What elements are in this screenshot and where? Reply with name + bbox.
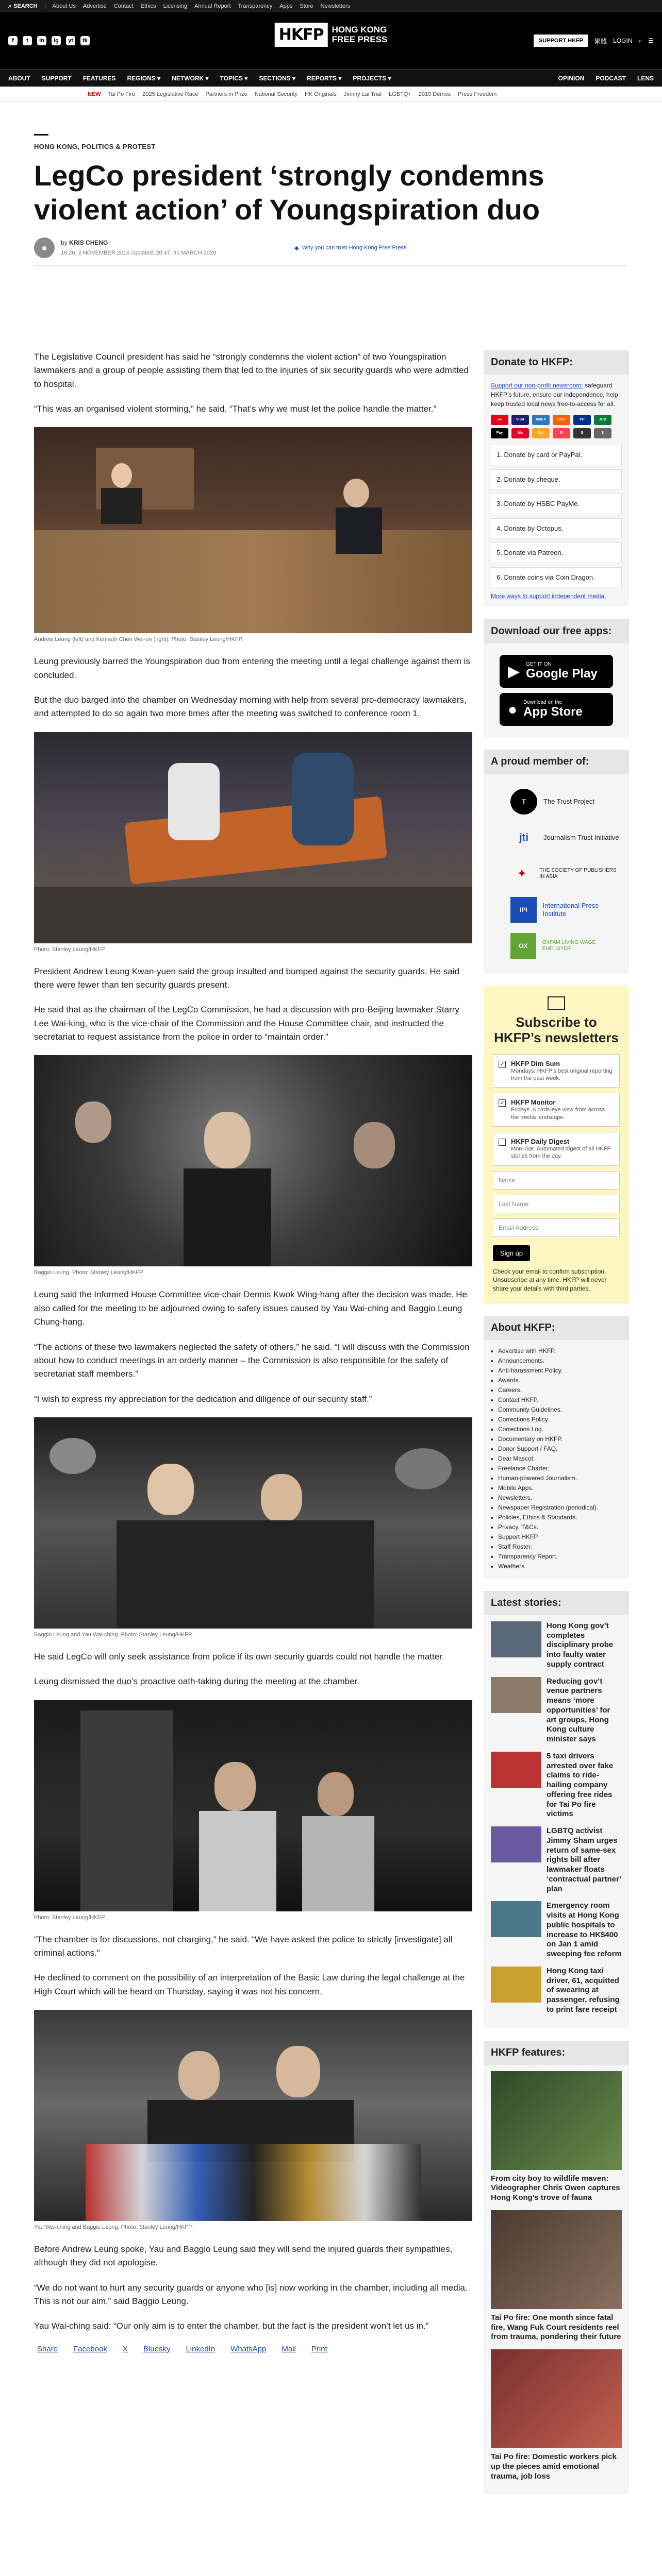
about-link[interactable]: • Careers. <box>498 1385 622 1395</box>
trust-project-icon: T <box>510 789 537 815</box>
donate-option-payme[interactable]: 3. Donate by HSBC PayMe. <box>491 494 622 514</box>
about-link[interactable]: • Transparency Report. <box>498 1552 622 1561</box>
story-thumbnail <box>491 1752 541 1788</box>
donate-option-cheque[interactable]: 2. Donate by cheque. <box>491 469 622 490</box>
paragraph: “I wish to express my appreciation for the dedication and diligence of our security staff.” <box>34 1394 372 1404</box>
about-link[interactable]: • Freelance Charter. <box>498 1464 622 1473</box>
app-store-button[interactable]: ● Download on the App Store <box>500 693 613 726</box>
header-actions <box>534 35 654 47</box>
topbar-link-ethics[interactable]: Ethics <box>140 3 156 9</box>
apps-widget <box>484 619 629 737</box>
latest-story[interactable]: Reducing gov’t venue partners means ‘more opportunities’ for art groups, Hong Kong culture minister says <box>491 1677 622 1744</box>
google-play-icon: ▶ <box>508 663 520 680</box>
category-bar <box>34 134 48 135</box>
figure <box>34 427 472 642</box>
trending-link[interactable]: HK Originals <box>304 91 337 97</box>
feature-story[interactable]: From city boy to wildlife maven: Videographer Chris Owen captures Hong Kong’s trove of fauna <box>491 2071 622 2203</box>
utility-bar <box>0 0 662 12</box>
donate-widget <box>484 350 629 607</box>
share-linkedin[interactable]: LinkedIn <box>186 2344 216 2353</box>
sopa-icon: ✦ <box>517 868 526 879</box>
newsletter-widget <box>484 986 629 1303</box>
amex-icon: AMEX <box>532 415 550 425</box>
topbar-link-licensing[interactable]: Licensing <box>163 3 188 9</box>
latest-story[interactable]: LGBTQ activist Jimmy Sham urges return of same-sex rights bill after lawmaker floats ‘contractual partner’ plan <box>491 1826 622 1894</box>
paragraph: But the duo barged into the chamber on Wednesday morning with help from several pro-democracy lawmakers, and attempted to do so again two more times after the meeting was switched to conference room 1. <box>34 695 467 719</box>
nav-projects[interactable]: PROJECTS ▾ <box>353 74 391 82</box>
user-icon: ● <box>41 242 47 253</box>
paragraph: Leung dismissed the duo’s proactive oath-taking during the meeting at the chamber. <box>34 1676 359 1687</box>
share-bar <box>34 2345 472 2353</box>
paragraph: President Andrew Leung Kwan-yuen said the group insulted and bumped against the security guards. He said there were fewer than ten security guards present. <box>34 966 460 990</box>
mastercard-icon: ●● <box>491 415 508 425</box>
nav-features[interactable]: FEATURES <box>82 74 116 82</box>
logo-text: HONG KONG FREE PRESS <box>332 24 388 44</box>
nav-reports[interactable]: REPORTS ▾ <box>307 74 342 82</box>
discover-icon: DISC <box>553 415 570 425</box>
donate-option-patreon[interactable]: 5. Donate via Patreon. <box>491 543 622 563</box>
share-whatsapp[interactable]: WhatsApp <box>230 2344 267 2353</box>
google-pay-icon: G <box>573 428 591 438</box>
story-thumbnail <box>491 1967 541 2003</box>
ipi-icon: IPI <box>510 897 537 923</box>
checkbox[interactable]: ✓ <box>499 1099 506 1107</box>
topbar-link-apps[interactable]: Apps <box>279 3 293 9</box>
sidebar <box>484 350 629 2507</box>
about-link[interactable]: • Donor Support / FAQ. <box>498 1444 622 1453</box>
about-link[interactable]: • Mobile Apps. <box>498 1483 622 1493</box>
oxfam-icon: OX <box>510 933 536 959</box>
photo-caption: Andrew Leung (left) and Kenneth Chen Wei-on (right). Photo: Stanley Leung/HKFP. <box>34 636 243 643</box>
member-sopa[interactable]: ✦ THE SOCIETY OF PUBLISHERS IN ASIA <box>510 859 622 888</box>
trending-link[interactable]: LGBTQ+ <box>389 91 411 97</box>
nav-about[interactable]: ABOUT <box>8 74 30 82</box>
about-link[interactable]: • Announcements. <box>498 1356 622 1365</box>
about-link[interactable]: • Newsletters. <box>498 1493 622 1502</box>
about-link[interactable]: • Human-powered Journalism. <box>498 1473 622 1483</box>
about-links <box>484 1340 629 1579</box>
photo-caption: Yau Wai-ching and Baggio Leung. Photo: Stanley Leung/HKFP. <box>34 2224 193 2230</box>
topbar-link-about[interactable]: About Us <box>52 3 76 9</box>
share-mail[interactable]: Mail <box>282 2344 296 2353</box>
linkedin-icon[interactable]: in <box>37 36 46 45</box>
payment-icons <box>491 415 622 438</box>
published-date: 16:26, 2 NOVEMBER 2016 <box>61 249 130 256</box>
newsletter-note: Check your email to confirm subscription. Unsubscribe at any time. HKFP will never share your details with third parties. <box>493 1267 607 1293</box>
story-thumbnail <box>491 1826 541 1862</box>
paragraph: “We do not want to hurt any security guards or anyone who [is] now working in the chamber, including all media. This is not our aim,” said Baggio Leung. <box>34 2282 468 2306</box>
member-ipi[interactable]: IPI International Press Institute <box>510 895 622 924</box>
language-switch[interactable]: 繁體 <box>594 37 607 45</box>
main-nav <box>0 69 662 87</box>
article-body <box>34 350 472 2353</box>
latest-story[interactable]: Hong Kong taxi driver, 61, acquitted of swearing at passenger, refusing to print fare receipt <box>491 1967 622 2015</box>
feature-image <box>491 2210 622 2309</box>
about-link[interactable]: • Corrections Policy. <box>498 1415 622 1424</box>
about-link[interactable]: • Policies, Ethics & Standards. <box>498 1513 622 1522</box>
apple-icon: ● <box>508 701 518 718</box>
nav-support[interactable]: SUPPORT <box>41 74 72 82</box>
checkbox[interactable] <box>499 1139 506 1146</box>
about-link[interactable]: • Community Guidelines. <box>498 1405 622 1414</box>
about-link[interactable]: • Documentary on HKFP. <box>498 1434 622 1444</box>
latest-title: Latest stories: <box>484 1591 629 1615</box>
patreon-icon: P <box>553 428 570 438</box>
figure <box>34 732 472 953</box>
donate-option-coins[interactable]: 6. Donate coins via Coin Dragon. <box>491 567 622 588</box>
about-link[interactable]: • Contact HKFP. <box>498 1395 622 1404</box>
donate-intro: safeguard HKFP’s future, ensure our independence, help keep trusted local news free-to-access for all. <box>491 382 618 408</box>
figure <box>34 1055 472 1276</box>
topbar-link-store[interactable]: Store <box>300 3 313 9</box>
article-photo[interactable] <box>34 1700 472 1911</box>
about-title: About HKFP: <box>484 1316 629 1340</box>
paragraph: Leung previously barred the Youngspiration duo from entering the meeting until a legal challenge against them is concluded. <box>34 656 470 680</box>
topbar-link-annual-report[interactable]: Annual Report <box>194 3 231 9</box>
new-badge: NEW <box>88 91 101 97</box>
photo-caption: Baggio Leung. Photo: Stanley Leung/HKFP. <box>34 1269 144 1276</box>
newsletter-option-dim-sum[interactable]: ✓ HKFP Dim Sum Mondays. HKFP’s best original reporting from the past week. <box>493 1054 620 1088</box>
article-category[interactable]: HONG KONG, POLITICS & PROTEST <box>34 143 156 150</box>
story-thumbnail <box>491 1621 541 1657</box>
nav-podcast[interactable]: PODCAST <box>595 74 626 82</box>
article-headline: LegCo president ‘strongly condemns violent action’ of Youngspiration duo <box>34 159 544 226</box>
article-photo[interactable] <box>34 427 472 633</box>
trending-link[interactable]: 2019 Demos <box>418 91 451 97</box>
nav-network[interactable]: NETWORK ▾ <box>172 74 209 82</box>
donate-title: Donate to HKFP: <box>484 350 629 375</box>
apple-pay-icon: Pay <box>491 428 508 438</box>
trending-link[interactable]: Partners in Prize <box>205 91 247 97</box>
member-trust-project[interactable]: T The Trust Project <box>510 787 622 816</box>
feature-story[interactable]: Tai Po fire: Domestic workers pick up the pieces amid emotional trauma, job loss <box>491 2349 622 2481</box>
visa-icon: VISA <box>511 415 529 425</box>
about-link[interactable]: • Staff Roster. <box>498 1542 622 1551</box>
topbar-link-transparency[interactable]: Transparency <box>238 3 273 9</box>
features-title: HKFP features: <box>484 2041 629 2065</box>
member-widget <box>484 750 629 974</box>
menu-icon[interactable]: ☰ <box>648 37 654 44</box>
nav-regions[interactable]: REGIONS ▾ <box>127 74 161 82</box>
last-name-input[interactable]: Last Name <box>493 1195 620 1213</box>
trust-icon: ◆ <box>294 245 299 251</box>
author-name[interactable]: KRIS CHENG <box>69 239 108 246</box>
nav-lens[interactable]: LENS <box>637 74 654 82</box>
jti-icon: jti <box>519 832 528 843</box>
share-facebook[interactable]: Facebook <box>73 2344 107 2353</box>
photo-caption: Baggio Leung and Yau Wai-ching. Photo: Stanley Leung/HKFP. <box>34 1631 193 1638</box>
about-link[interactable]: • Anti-harassment Policy. <box>498 1366 622 1375</box>
about-link[interactable]: • Support HKFP. <box>498 1532 622 1541</box>
member-title: A proud member of: <box>484 750 629 774</box>
checkbox[interactable]: ✓ <box>499 1061 506 1068</box>
feature-image <box>491 2349 622 2448</box>
logo-mark: HKFP <box>275 23 328 47</box>
facebook-icon[interactable]: f <box>8 36 18 45</box>
paragraph: Leung said the Informed House Committee vice-chair Dennis Kwok Wing-hang after the decision was made. He also called for the meeting to be adjourned owing to safety issues caused by Yau Wai-ching and Baggio Leung Chung-hang. <box>34 1290 468 1327</box>
about-link[interactable]: • Corrections Log. <box>498 1425 622 1434</box>
paragraph: “The actions of these two lawmakers neglected the safety of others,” he said. “I will discuss with the Commission about how to conduct meetings in an orderly manner – the Commission is also responsible for the safety of secretariat staff members.” <box>34 1342 470 1379</box>
topbar-link-newsletters[interactable]: Newsletters <box>320 3 351 9</box>
search-icon: ⌕ <box>8 3 12 9</box>
email-input[interactable]: Email Address <box>493 1218 620 1237</box>
name-input[interactable]: Name <box>493 1171 620 1190</box>
figure <box>34 1417 472 1638</box>
about-link[interactable]: • Privacy, T&Cs. <box>498 1522 622 1532</box>
trust-link[interactable]: ◆ Why you can trust Hong Kong Free Press <box>294 245 407 251</box>
latest-story[interactable]: 5 taxi drivers arrested over fake claims to ride-hailing company offering free rides for Tai Po fire victims <box>491 1752 622 1819</box>
about-widget <box>484 1316 629 1579</box>
support-hkfp-button[interactable]: SUPPORT HKFP <box>534 35 588 47</box>
instagram-icon[interactable]: ig <box>52 36 61 45</box>
article-photo[interactable] <box>34 1417 472 1629</box>
nav-topics[interactable]: TOPICS ▾ <box>220 74 248 82</box>
photo-caption: Photo: Stanley Leung/HKFP. <box>34 1914 106 1921</box>
topbar-link-advertise[interactable]: Advertise <box>82 3 107 9</box>
about-link[interactable]: • Awards. <box>498 1376 622 1385</box>
paypal-icon: PP <box>573 415 591 425</box>
latest-story[interactable]: Hong Kong gov’t completes disciplinary probe into faulty water supply contract <box>491 1621 622 1670</box>
donate-option-card[interactable]: 1. Donate by card or PayPal. <box>491 445 622 465</box>
trending-bar <box>0 87 662 102</box>
donate-intro-link[interactable]: Support our non-profit newsroom: <box>491 382 583 389</box>
latest-story[interactable]: Emergency room visits at Hong Kong public hospitals to increase to HK$400 on Jan 1 amid sweeping fee reform <box>491 1901 622 1959</box>
about-link[interactable]: • Dear Mascot. <box>498 1454 622 1463</box>
octopus-icon: Oct <box>532 428 550 438</box>
figure <box>34 2010 472 2230</box>
figure <box>34 1700 472 1921</box>
apps-title: Download our free apps: <box>484 619 629 643</box>
paragraph: He said that as the chairman of the LegCo Commission, he had a discussion with pro-Beijing lawmaker Starry Lee Wai-king, who is the vice-chair of the Commission and the House Committee chair, and instructed the secretariat to request assistance from the police in order to “maintain order.” <box>34 1005 459 1042</box>
paragraph: Before Andrew Leung spoke, Yau and Baggio Leung said they will send the injured guards their sympathies, although they did not apologise. <box>34 2244 453 2268</box>
share-print[interactable]: Print <box>311 2344 327 2353</box>
paragraph: He said LegCo will only seek assistance from police if its own security guards could not handle the matter. <box>34 1651 444 1662</box>
trending-link[interactable]: National Security <box>254 91 297 97</box>
newsletter-option-monitor[interactable]: ✓ HKFP Monitor Fridays. A birds-eye view from across the media landscape. <box>493 1093 620 1127</box>
login-link[interactable]: LOGIN <box>613 37 633 44</box>
about-link[interactable]: • Newspaper Registration (periodical). <box>498 1503 622 1512</box>
byline-text: by KRIS CHENG 16:26, 2 NOVEMBER 2016 Updated: 20:47, 31 MARCH 2020 <box>61 239 217 256</box>
story-thumbnail <box>491 1677 541 1713</box>
topbar-link-contact[interactable]: Contact <box>113 3 134 9</box>
member-oxfam[interactable]: OX OXFAM LIVING WAGE EMPLOYER <box>510 931 622 960</box>
paragraph: “The chamber is for discussions, not charging,” he said. “We have asked the police to strictly [investigate] all criminal actions.” <box>34 1934 453 1958</box>
share-bluesky[interactable]: Bluesky <box>143 2344 171 2353</box>
article-photo[interactable] <box>34 2010 472 2221</box>
trending-link[interactable]: Jimmy Lai Trial <box>343 91 382 97</box>
social-links <box>8 36 90 45</box>
trending-link[interactable]: 2025 Legislative Race <box>142 91 198 97</box>
paragraph: The Legislative Council president has said he “strongly condemns the violent action” of two Youngspiration lawmakers and a group of people assisting them that led to the injuries of six security guards who were admitted to hospital. <box>34 352 469 389</box>
paragraph: Yau Wai-ching said: “Our only aim is to enter the chamber, but the fact is the president won’t let us in.” <box>34 2321 429 2331</box>
newsletter-option-daily-digest[interactable]: HKFP Daily Digest Mon–Sat. Automated digest of all HKFP stories from the day. <box>493 1132 620 1166</box>
about-link[interactable]: • Advertise with HKFP. <box>498 1346 622 1355</box>
trending-link[interactable]: Press Freedom <box>458 91 497 97</box>
share-x[interactable]: X <box>122 2344 128 2353</box>
jcb-icon: JCB <box>594 415 611 425</box>
photo-caption: Photo: Stanley Leung/HKFP. <box>34 946 106 953</box>
paragraph: “This was an organised violent storming,” he said. “That’s why we must let the police handle the matter.” <box>34 404 437 414</box>
updated-date: Updated: 20:47, 31 MARCH 2020 <box>131 249 217 256</box>
google-play-button[interactable]: ▶ GET IT ON Google Play <box>500 655 613 688</box>
bank-icon: $ <box>594 428 611 438</box>
latest-widget <box>484 1591 629 2028</box>
newsletter-title: Subscribe to HKFP’s newsletters <box>494 1014 619 1045</box>
byline <box>34 238 627 266</box>
signup-button[interactable]: Sign up <box>493 1245 530 1261</box>
article-photo[interactable] <box>34 732 472 943</box>
mail-icon <box>548 996 565 1010</box>
author-avatar[interactable] <box>34 238 55 258</box>
payme-icon: Me <box>511 428 529 438</box>
paragraph: He declined to comment on the possibility of an interpretation of the Basic Law during the legal challenge at the High Court which will be heard on Thursday, saying it was not his concern. <box>34 1973 465 1996</box>
search-icon[interactable]: ⌕ <box>638 37 642 44</box>
member-jti[interactable]: jti Journalism Trust Initiative <box>510 823 622 852</box>
article-photo[interactable] <box>34 1055 472 1266</box>
feature-story[interactable]: Tai Po fire: One month since fatal fire, Wang Fuk Court residents reel from trauma, pondering their future <box>491 2210 622 2342</box>
about-link[interactable]: • Weathers. <box>498 1562 622 1571</box>
story-thumbnail <box>491 1901 541 1937</box>
tiktok-icon[interactable]: tk <box>80 36 90 45</box>
search-button[interactable]: ⌕ SEARCH <box>8 3 38 9</box>
x-icon[interactable]: t <box>23 36 32 45</box>
trending-link[interactable]: Tai Po Fire <box>108 91 136 97</box>
site-logo[interactable] <box>275 23 388 47</box>
article-header <box>34 134 627 266</box>
donate-option-octopus[interactable]: 4. Donate by Octopus. <box>491 518 622 539</box>
nav-sections[interactable]: SECTIONS ▾ <box>259 74 296 82</box>
share-link[interactable]: Share <box>37 2344 58 2353</box>
more-ways-link[interactable]: More ways to support independent media. <box>491 592 606 600</box>
feature-image <box>491 2071 622 2170</box>
nav-opinion[interactable]: OPINION <box>558 74 585 82</box>
youtube-icon[interactable]: yt <box>66 36 75 45</box>
features-widget <box>484 2041 629 2495</box>
